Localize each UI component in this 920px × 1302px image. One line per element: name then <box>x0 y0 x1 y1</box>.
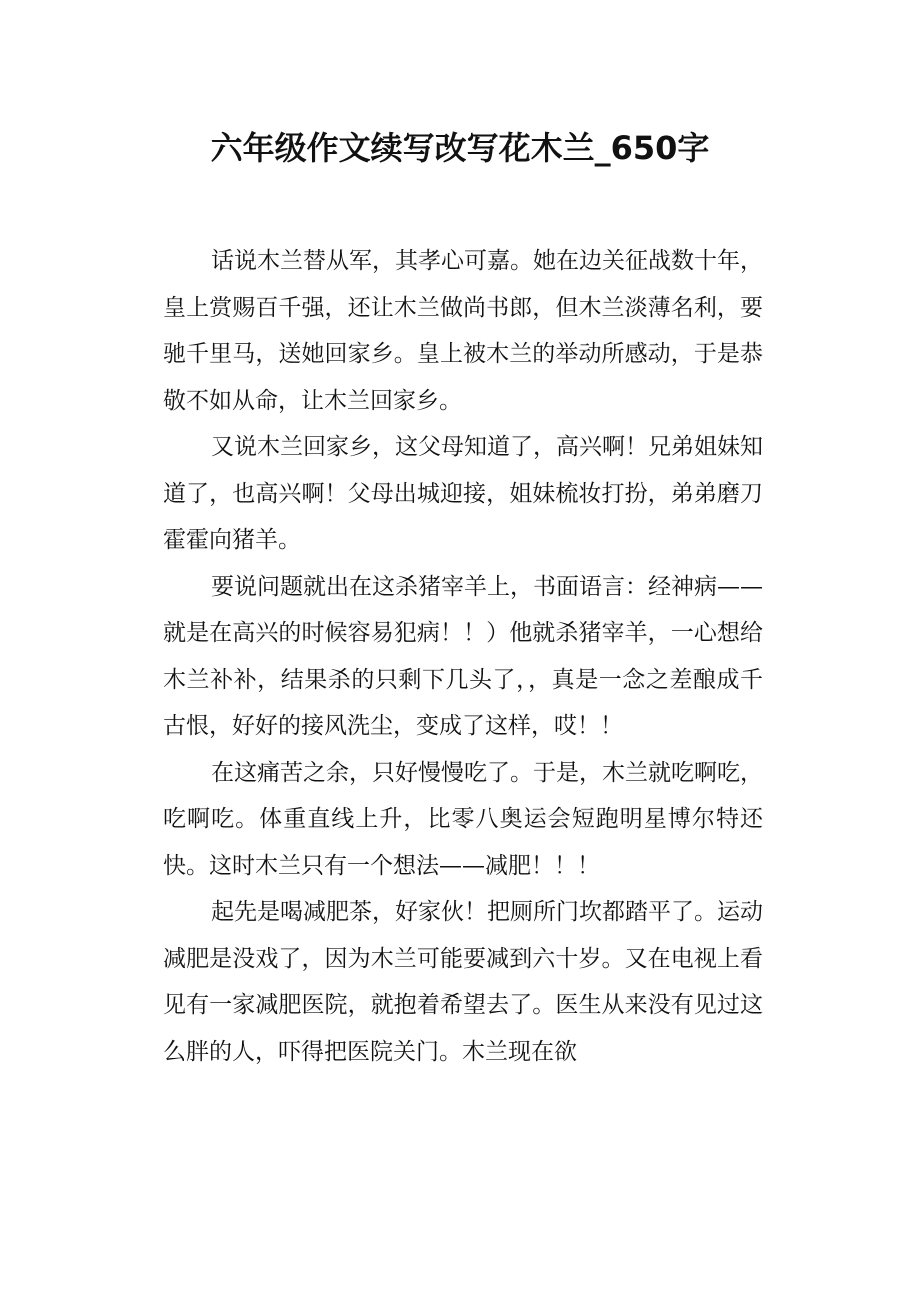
paragraph-5: 起先是喝减肥茶，好家伙！把厕所门坎都踏平了。运动减肥是没戏了，因为木兰可能要减到六十岁。又在电视上看见有一家减肥医院，就抱着希望去了。医生从来没有见过这么胖的人，吓得把医院关门。木兰现在欲 <box>163 899 763 1065</box>
document-title: 六年级作文续写改写花木兰_650字 <box>210 129 710 167</box>
document-body <box>163 238 763 1075</box>
paragraph-4: 在这痛苦之余，只好慢慢吃了。于是，木兰就吃啊吃，吃啊吃。体重直线上升，比零八奥运会短跑明星博尔特还快。这时木兰只有一个想法——减肥！！！ <box>163 759 763 879</box>
paragraph-1: 话说木兰替从军，其孝心可嘉。她在边关征战数十年，皇上赏赐百千强，还让木兰做尚书郎，但木兰淡薄名利，要驰千里马，送她回家乡。皇上被木兰的举动所感动，于是恭敬不如从命，让木兰回家乡。 <box>163 248 763 414</box>
paragraph-3: 要说问题就出在这杀猪宰羊上，书面语言：经神病——就是在高兴的时候容易犯病！！）他就杀猪宰羊，一心想给木兰补补，结果杀的只剩下几头了，，真是一念之差酿成千古恨，好好的接风洗尘，变成了这样，哎！！ <box>163 573 763 739</box>
paragraph-2: 又说木兰回家乡，这父母知道了，高兴啊！兄弟姐妹知道了，也高兴啊！父母出城迎接，姐妹梳妆打扮，弟弟磨刀霍霍向猪羊。 <box>163 434 763 553</box>
